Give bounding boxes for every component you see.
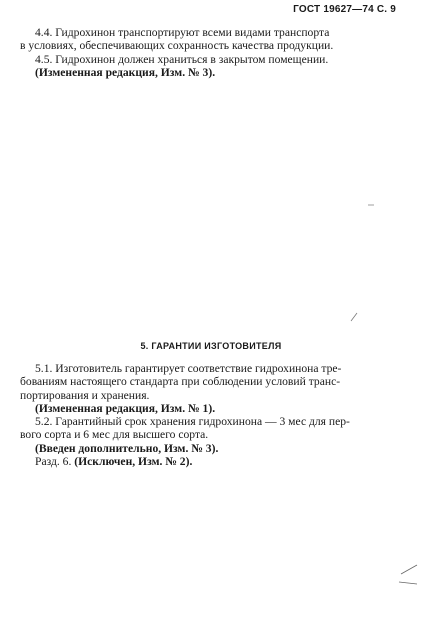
paragraph-5-2-line-2: вого сорта и 6 мес для высшего сорта. [20,428,209,442]
page-header: ГОСТ 19627—74 С. 9 [293,4,396,15]
paragraph-4-5: 4.5. Гидрохинон должен храниться в закрытом помещении. [35,52,329,66]
section-5-text [20,362,398,468]
paragraph-4-4-line-1: 4.4. Гидрохинон транспортируют всеми видами транспорта [35,26,330,39]
paragraph-5-1-line-1: 5.1. Изготовитель гарантирует соответствие гидрохинона тре- [35,362,342,375]
paragraph-5-1-line-3: портирования и хранения. [20,388,150,402]
section-6-prefix: Разд. 6. [35,455,72,469]
section-4-text [20,26,398,79]
section-5-title: 5. ГАРАНТИИ ИЗГОТОВИТЕЛЯ [140,341,282,351]
scan-mark-corner [395,560,422,590]
amendment-note-4: (Измененная редакция, Изм. № 3). [35,65,216,79]
amendment-note-5-2: (Введен дополнительно, Изм. № 3). [35,441,219,455]
scan-mark-stroke [345,305,365,325]
section-6-status: (Исключен, Изм. № 2). [74,455,193,469]
amendment-note-5-1: (Измененная редакция, Изм. № 1). [35,401,216,415]
scan-mark-dash [348,200,388,212]
section-6-note [20,455,398,468]
paragraph-4-4-line-2: в условиях, обеспечивающих сохранность качества продукции. [20,39,334,53]
paragraph-5-2-line-1: 5.2. Гарантийный срок хранения гидрохинона — 3 мес для пер- [35,415,350,429]
paragraph-5-1-line-2: бованиям настоящего стандарта при соблюдении условий транс- [20,375,341,389]
